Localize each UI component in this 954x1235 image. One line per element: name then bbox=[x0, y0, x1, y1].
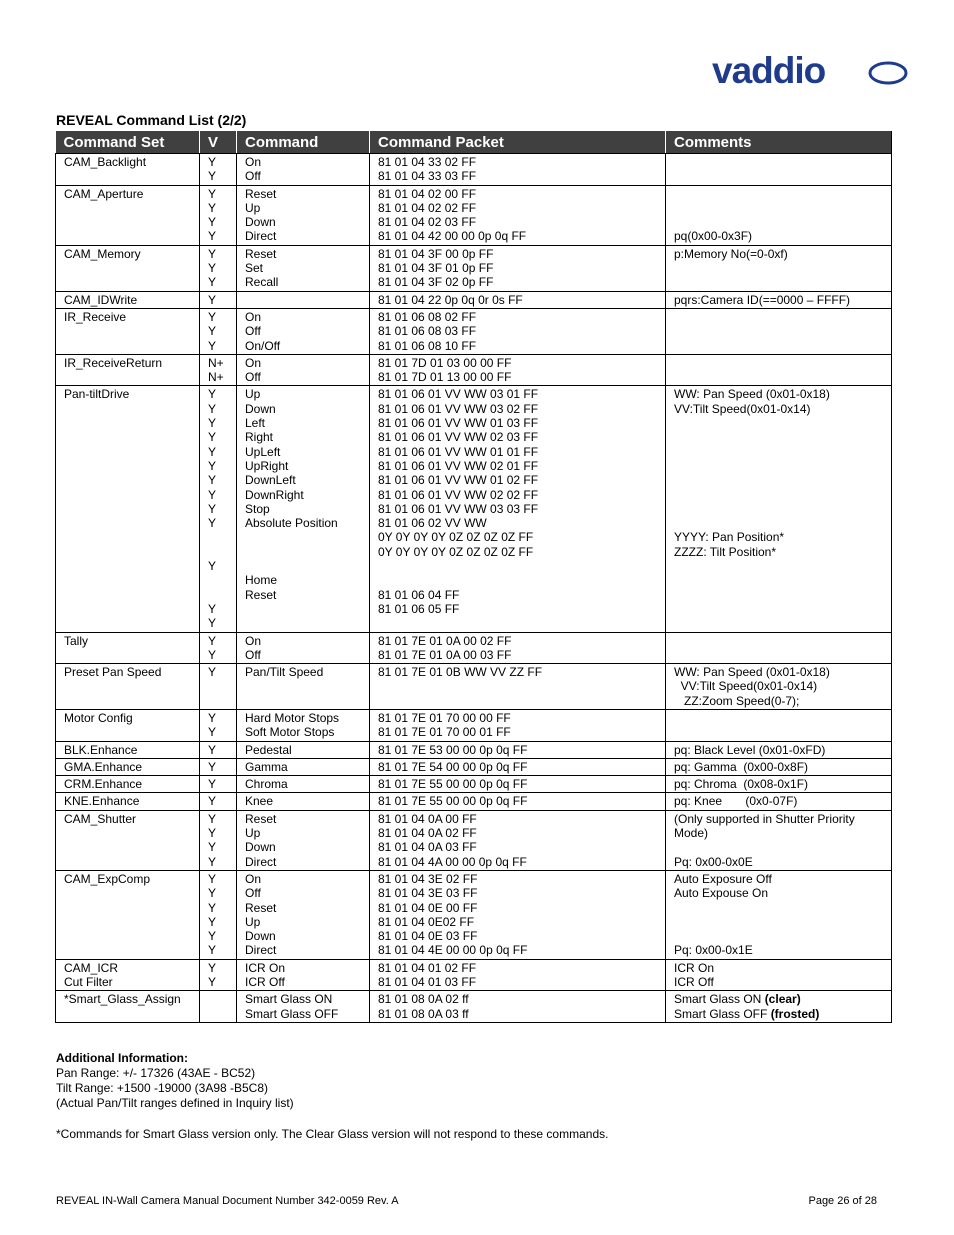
command-cell: Up Down Left Right UpLeft UpRight DownLeft DownRight Stop Absolute Position Home Reset bbox=[237, 386, 370, 632]
v-cell: Y Y bbox=[200, 632, 237, 664]
comments-cell bbox=[666, 991, 892, 1023]
table-row bbox=[56, 709, 892, 741]
table-row bbox=[56, 185, 892, 245]
vaddio-logo bbox=[712, 52, 908, 92]
smart-glass-comment-state: (clear) bbox=[764, 992, 801, 1007]
v-cell bbox=[200, 991, 237, 1023]
comments-cell: (Only supported in Shutter Priority Mode) Pq: 0x00-0x0E bbox=[666, 810, 892, 870]
command-packet-cell: 81 01 04 01 02 FF 81 01 04 01 03 FF bbox=[370, 959, 666, 991]
smart-glass-comment-line bbox=[674, 992, 883, 1006]
command-set-cell: GMA.Enhance bbox=[56, 758, 200, 775]
smart-glass-comment-text: Smart Glass OFF bbox=[674, 1006, 771, 1021]
command-packet-cell: 81 01 7E 53 00 00 0p 0q FF bbox=[370, 741, 666, 758]
comments-cell: p:Memory No(=0-0xf) bbox=[666, 245, 892, 291]
command-packet-cell: 81 01 7E 01 0A 00 02 FF 81 01 7E 01 0A 00 03 FF bbox=[370, 632, 666, 664]
command-cell: Reset Up Down Direct bbox=[237, 810, 370, 870]
command-set-cell: CAM_ExpComp bbox=[56, 870, 200, 959]
comments-cell bbox=[666, 308, 892, 354]
table-row bbox=[56, 870, 892, 959]
command-set-cell: CRM.Enhance bbox=[56, 776, 200, 793]
v-cell: Y bbox=[200, 741, 237, 758]
v-cell: Y bbox=[200, 291, 237, 308]
command-packet-cell: 81 01 7E 54 00 00 0p 0q FF bbox=[370, 758, 666, 775]
comments-cell bbox=[666, 154, 892, 186]
command-cell: Chroma bbox=[237, 776, 370, 793]
table-row bbox=[56, 245, 892, 291]
logo-text: vaddio bbox=[712, 52, 826, 91]
command-packet-cell: 81 01 04 3E 02 FF 81 01 04 3E 03 FF 81 01 04 0E 00 FF 81 01 04 0E02 FF 81 01 04 0E 03 FF 81 01 04 4E 00 00 0p 0q FF bbox=[370, 870, 666, 959]
comments-cell: pq: Black Level (0x01-0xFD) bbox=[666, 741, 892, 758]
comments-cell: WW: Pan Speed (0x01-0x18) VV:Tilt Speed(0x01-0x14) YYYY: Pan Position* ZZZZ: Tilt Position* bbox=[666, 386, 892, 632]
smart-glass-comment-state: (frosted) bbox=[770, 1006, 820, 1021]
v-cell: Y Y Y Y bbox=[200, 810, 237, 870]
command-packet-cell: 81 01 7E 55 00 00 0p 0q FF bbox=[370, 793, 666, 810]
tilt-range: Tilt Range: +1500 -19000 (3A98 -B5C8) bbox=[56, 1081, 269, 1095]
table-row bbox=[56, 741, 892, 758]
command-set-cell: Pan-tiltDrive bbox=[56, 386, 200, 632]
table-header-row bbox=[56, 131, 892, 154]
comments-cell bbox=[666, 632, 892, 664]
command-cell: On Off bbox=[237, 154, 370, 186]
command-cell: On Off Reset Up Down Direct bbox=[237, 870, 370, 959]
footer-page-number: Page 26 of 28 bbox=[808, 1195, 877, 1207]
section-heading: REVEAL Command List (2/2) bbox=[56, 112, 247, 128]
footer-document-number: REVEAL IN-Wall Camera Manual Document Number 342-0059 Rev. A bbox=[56, 1195, 399, 1207]
command-cell: Reset Up Down Direct bbox=[237, 185, 370, 245]
command-set-cell: Preset Pan Speed bbox=[56, 664, 200, 710]
table-row bbox=[56, 959, 892, 991]
command-cell: On Off bbox=[237, 632, 370, 664]
command-packet-cell: 81 01 08 0A 02 ff 81 01 08 0A 03 ff bbox=[370, 991, 666, 1023]
comments-cell: pq(0x00-0x3F) bbox=[666, 185, 892, 245]
smart-glass-note: *Commands for Smart Glass version only. The Clear Glass version will not respond to these commands. bbox=[56, 1127, 609, 1141]
command-packet-cell: 81 01 7D 01 03 00 00 FF 81 01 7D 01 13 00 00 FF bbox=[370, 354, 666, 386]
table-row bbox=[56, 758, 892, 775]
command-cell: Knee bbox=[237, 793, 370, 810]
command-set-cell: CAM_Shutter bbox=[56, 810, 200, 870]
table-row bbox=[56, 291, 892, 308]
command-set-cell: CAM_IDWrite bbox=[56, 291, 200, 308]
command-cell: On Off bbox=[237, 354, 370, 386]
command-packet-cell: 81 01 04 02 00 FF 81 01 04 02 02 FF 81 01 04 02 03 FF 81 01 04 42 00 00 0p 0q FF bbox=[370, 185, 666, 245]
command-set-cell: CAM_Backlight bbox=[56, 154, 200, 186]
command-cell: Pedestal bbox=[237, 741, 370, 758]
table-row bbox=[56, 810, 892, 870]
command-set-cell: Motor Config bbox=[56, 709, 200, 741]
table-row bbox=[56, 991, 892, 1023]
table-row bbox=[56, 776, 892, 793]
table-row bbox=[56, 386, 892, 632]
command-cell: ICR On ICR Off bbox=[237, 959, 370, 991]
v-cell: Y bbox=[200, 758, 237, 775]
comments-cell: Auto Exposure Off Auto Expouse On Pq: 0x00-0x1E bbox=[666, 870, 892, 959]
pan-range: Pan Range: +/- 17326 (43AE - BC52) bbox=[56, 1066, 256, 1080]
v-cell: Y Y Y bbox=[200, 308, 237, 354]
command-set-cell: *Smart_Glass_Assign bbox=[56, 991, 200, 1023]
header-command-set: Command Set bbox=[56, 131, 200, 154]
comments-cell: pq: Gamma (0x00-0x8F) bbox=[666, 758, 892, 775]
command-set-cell: CAM_Aperture bbox=[56, 185, 200, 245]
v-cell: Y bbox=[200, 664, 237, 710]
table-row bbox=[56, 793, 892, 810]
table-row bbox=[56, 308, 892, 354]
v-cell: Y Y Y Y Y Y bbox=[200, 870, 237, 959]
additional-info-label: Additional Information: bbox=[56, 1051, 188, 1065]
command-packet-cell: 81 01 06 08 02 FF 81 01 06 08 03 FF 81 01 06 08 10 FF bbox=[370, 308, 666, 354]
table-row bbox=[56, 354, 892, 386]
command-packet-cell: 81 01 06 01 VV WW 03 01 FF 81 01 06 01 VV WW 03 02 FF 81 01 06 01 VV WW 01 03 FF 81 01 06 01 VV WW 02 03 FF 81 01 06 01 VV WW 01 01 FF 81 01 06 01 VV WW 02 01 FF 81 01 06 01 VV WW 01 02 FF 81 01 06 01 VV WW 02 02 FF 81 01 06 01 VV WW 03 03 FF 81 01 06 02 VV WW 0Y 0Y 0Y 0Y 0Z 0Z 0Z 0Z FF 0Y 0Y 0Y 0Y 0Z 0Z 0Z 0Z FF 81 01 06 04 FF 81 01 06 05 FF bbox=[370, 386, 666, 632]
comments-cell bbox=[666, 354, 892, 386]
additional-information bbox=[56, 1051, 294, 1111]
command-set-cell: CAM_ICR Cut Filter bbox=[56, 959, 200, 991]
command-cell: On Off On/Off bbox=[237, 308, 370, 354]
command-set-cell: BLK.Enhance bbox=[56, 741, 200, 758]
command-table bbox=[55, 131, 892, 1023]
table-row bbox=[56, 664, 892, 710]
command-packet-cell: 81 01 7E 55 00 00 0p 0q FF bbox=[370, 776, 666, 793]
v-cell: N+ N+ bbox=[200, 354, 237, 386]
header-comments: Comments bbox=[666, 131, 892, 154]
header-command: Command bbox=[237, 131, 370, 154]
comments-cell: pq: Knee (0x0-07F) bbox=[666, 793, 892, 810]
range-note: (Actual Pan/Tilt ranges defined in Inquiry list) bbox=[56, 1096, 294, 1110]
command-packet-cell: 81 01 04 3F 00 0p FF 81 01 04 3F 01 0p FF 81 01 04 3F 02 0p FF bbox=[370, 245, 666, 291]
header-v: V bbox=[200, 131, 237, 154]
command-packet-cell: 81 01 04 0A 00 FF 81 01 04 0A 02 FF 81 01 04 0A 03 FF 81 01 04 4A 00 00 0p 0q FF bbox=[370, 810, 666, 870]
v-cell: Y Y bbox=[200, 959, 237, 991]
v-cell: Y Y Y bbox=[200, 245, 237, 291]
table-row bbox=[56, 154, 892, 186]
table-row bbox=[56, 632, 892, 664]
command-packet-cell: 81 01 7E 01 0B WW VV ZZ FF bbox=[370, 664, 666, 710]
command-cell: Reset Set Recall bbox=[237, 245, 370, 291]
command-set-cell: KNE.Enhance bbox=[56, 793, 200, 810]
command-cell bbox=[237, 291, 370, 308]
command-packet-cell: 81 01 04 22 0p 0q 0r 0s FF bbox=[370, 291, 666, 308]
comments-cell bbox=[666, 709, 892, 741]
v-cell: Y Y Y Y bbox=[200, 185, 237, 245]
command-set-cell: IR_Receive bbox=[56, 308, 200, 354]
v-cell: Y Y Y Y Y Y Y Y Y Y Y Y Y bbox=[200, 386, 237, 632]
command-set-cell: IR_ReceiveReturn bbox=[56, 354, 200, 386]
command-set-cell: CAM_Memory bbox=[56, 245, 200, 291]
comments-cell: pq: Chroma (0x08-0x1F) bbox=[666, 776, 892, 793]
smart-glass-comment-text: Smart Glass ON bbox=[674, 992, 765, 1007]
command-set-cell: Tally bbox=[56, 632, 200, 664]
command-cell: Smart Glass ON Smart Glass OFF bbox=[237, 991, 370, 1023]
command-cell: Gamma bbox=[237, 758, 370, 775]
v-cell: Y Y bbox=[200, 709, 237, 741]
comments-cell: pqrs:Camera ID(==0000 – FFFF) bbox=[666, 291, 892, 308]
v-cell: Y bbox=[200, 793, 237, 810]
command-cell: Pan/Tilt Speed bbox=[237, 664, 370, 710]
v-cell: Y Y bbox=[200, 154, 237, 186]
command-cell: Hard Motor Stops Soft Motor Stops bbox=[237, 709, 370, 741]
header-command-packet: Command Packet bbox=[370, 131, 666, 154]
command-packet-cell: 81 01 7E 01 70 00 00 FF 81 01 7E 01 70 00 01 FF bbox=[370, 709, 666, 741]
comments-cell: WW: Pan Speed (0x01-0x18) VV:Tilt Speed(0x01-0x14) ZZ:Zoom Speed(0-7); bbox=[666, 664, 892, 710]
smart-glass-comment-line bbox=[674, 1007, 883, 1021]
command-packet-cell: 81 01 04 33 02 FF 81 01 04 33 03 FF bbox=[370, 154, 666, 186]
v-cell: Y bbox=[200, 776, 237, 793]
comments-cell: ICR On ICR Off bbox=[666, 959, 892, 991]
